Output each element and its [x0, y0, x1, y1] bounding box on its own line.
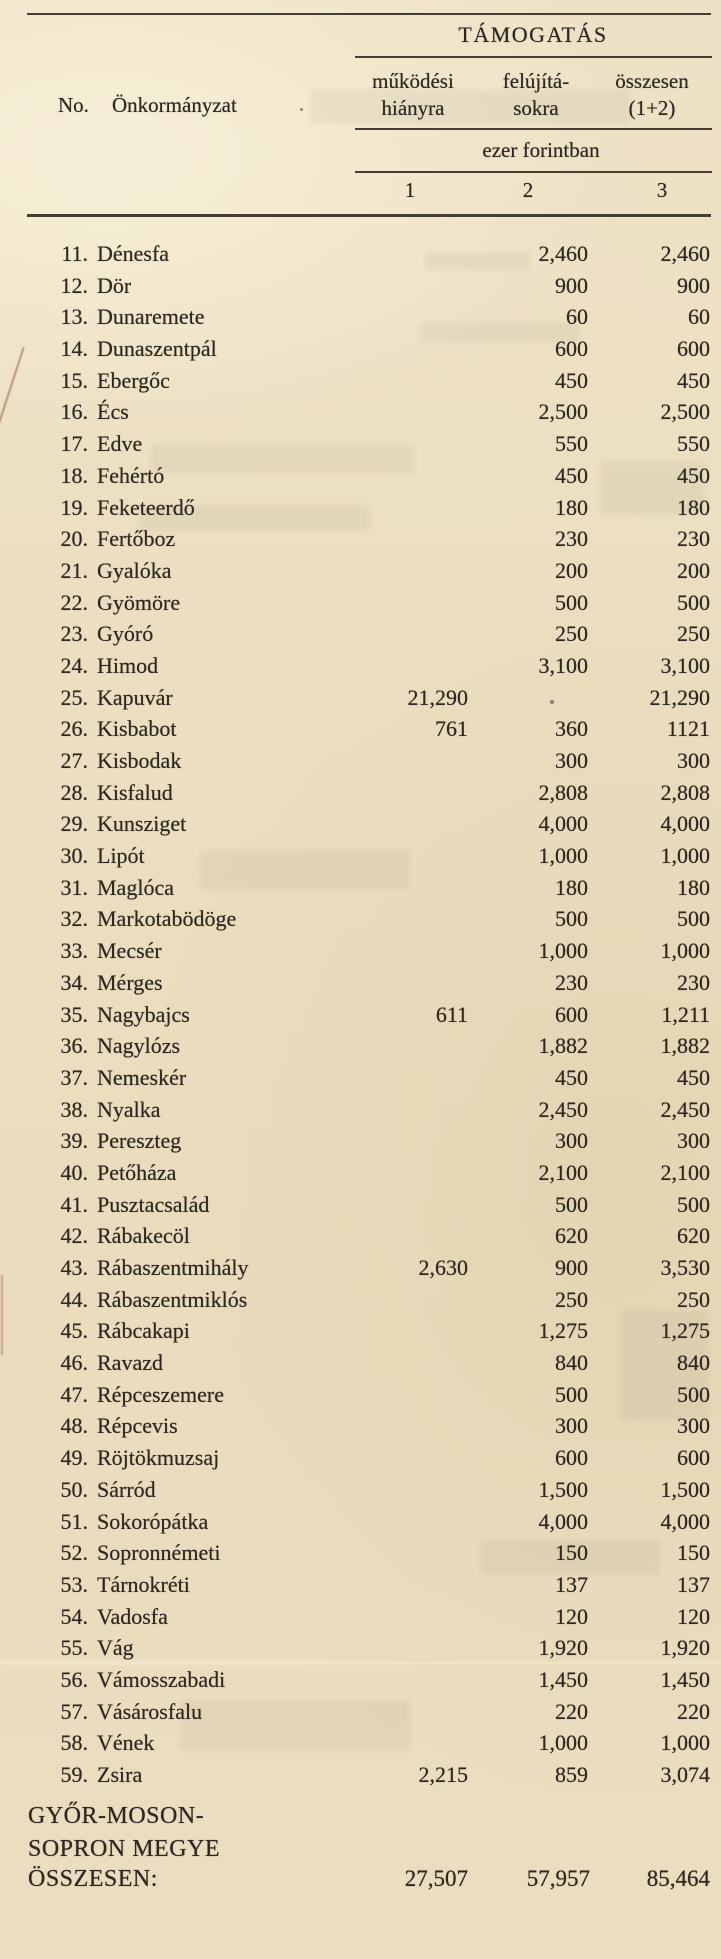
- municipality-name: Rábcakapi: [97, 1318, 190, 1344]
- row-number: 28.: [60, 779, 88, 805]
- municipality-name: Lipót: [97, 843, 145, 869]
- table-row: [0, 777, 721, 809]
- value-total: 1,000: [660, 843, 710, 869]
- value-total: 21,290: [649, 684, 710, 710]
- municipality-name: Kisfalud: [97, 779, 173, 805]
- value-renovations: 450: [555, 1064, 588, 1090]
- row-number: 26.: [60, 716, 88, 742]
- value-total: 550: [677, 431, 710, 457]
- table-row: [0, 460, 721, 492]
- municipality-name: Sárród: [97, 1476, 156, 1502]
- value-total: 180: [677, 874, 710, 900]
- row-number: 43.: [60, 1255, 88, 1280]
- total-overall: 85,464: [646, 1866, 710, 1891]
- municipality-name: Nagybajcs: [97, 1001, 190, 1027]
- municipality-name: Gyömöre: [97, 589, 181, 615]
- total-renovations: 57,957: [526, 1866, 590, 1891]
- table-row: [0, 1157, 721, 1189]
- column-number-1: 1: [404, 178, 416, 202]
- municipality-name: Vásárosfalu: [97, 1698, 203, 1724]
- row-number: 12.: [60, 272, 88, 298]
- value-working-deficit: 2,630: [418, 1255, 468, 1280]
- table-row: [0, 1759, 721, 1791]
- value-renovations: 1,000: [538, 938, 588, 964]
- value-renovations: 600: [555, 336, 588, 362]
- table-row: [0, 1220, 721, 1252]
- municipality-name: Pusztacsalád: [97, 1191, 210, 1217]
- row-number: 25.: [60, 684, 88, 710]
- value-renovations: 150: [555, 1540, 588, 1566]
- row-number: 55.: [60, 1635, 88, 1661]
- county-name-line1: GYŐR-MOSON-: [28, 1803, 205, 1829]
- value-total: 1,450: [660, 1666, 710, 1692]
- value-renovations: 4,000: [538, 811, 588, 837]
- value-total: 200: [677, 557, 710, 583]
- column-number-3: 3: [656, 178, 668, 202]
- row-number: 48.: [60, 1413, 88, 1439]
- row-number: 59.: [60, 1762, 88, 1787]
- value-total: 600: [677, 1445, 710, 1471]
- municipality-name: Écs: [97, 399, 129, 425]
- value-renovations: 450: [555, 367, 588, 393]
- row-number: 19.: [60, 494, 88, 520]
- municipality-name: Vadosfa: [97, 1603, 168, 1629]
- value-renovations: 550: [555, 431, 588, 457]
- value-renovations: 2,808: [538, 779, 588, 805]
- table-row: [0, 650, 721, 682]
- value-total: 1,000: [660, 938, 710, 964]
- row-number: 23.: [60, 621, 88, 647]
- row-number: 20.: [60, 526, 88, 552]
- value-total: 500: [677, 1381, 710, 1407]
- total-working-deficit: 27,507: [404, 1866, 468, 1891]
- value-renovations: 600: [555, 1445, 588, 1471]
- value-renovations: 500: [555, 1191, 588, 1217]
- value-total: 3,100: [660, 652, 710, 678]
- value-working-deficit: 21,290: [407, 684, 468, 710]
- row-number: 58.: [60, 1730, 88, 1756]
- value-total: 500: [677, 589, 710, 615]
- table-row: [0, 1696, 721, 1728]
- value-renovations: 1,920: [538, 1635, 588, 1661]
- row-number: 37.: [60, 1064, 88, 1090]
- table-row: [0, 1442, 721, 1474]
- value-total: 2,100: [660, 1159, 710, 1185]
- table-row: [0, 1727, 721, 1759]
- value-total: 1,500: [660, 1476, 710, 1502]
- value-renovations: 1,000: [538, 843, 588, 869]
- table-row: [0, 1506, 721, 1538]
- municipality-name: Markotabödöge: [97, 906, 237, 932]
- municipality-name: Ebergőc: [97, 367, 170, 393]
- table-row: [0, 935, 721, 967]
- table-row: [0, 1632, 721, 1664]
- row-number: 33.: [60, 938, 88, 964]
- value-working-deficit: 761: [435, 716, 468, 742]
- municipality-name: Ravazd: [97, 1350, 163, 1376]
- municipality-name: Tárnokréti: [97, 1571, 190, 1597]
- value-renovations: 500: [555, 1381, 588, 1407]
- value-total: 230: [677, 526, 710, 552]
- value-total: 250: [677, 1286, 710, 1312]
- municipality-name: Feketeerdő: [97, 494, 195, 520]
- row-number: 52.: [60, 1540, 88, 1566]
- value-renovations: 600: [555, 1001, 588, 1027]
- column-header-line: hiányra: [381, 96, 445, 120]
- row-number: 24.: [60, 652, 88, 678]
- value-total: 500: [677, 906, 710, 932]
- row-number: 27.: [60, 748, 88, 773]
- municipality-name: Répceszemere: [97, 1381, 225, 1407]
- value-renovations: 180: [555, 874, 588, 900]
- municipality-name: Fehértó: [97, 462, 165, 488]
- municipality-name: Petőháza: [97, 1159, 177, 1185]
- row-number: 42.: [60, 1223, 88, 1249]
- row-number: 34.: [60, 969, 88, 995]
- value-renovations: 200: [555, 557, 588, 583]
- row-number: 31.: [60, 874, 88, 900]
- value-renovations: 500: [555, 589, 588, 615]
- table-row: [0, 492, 721, 524]
- row-number: 47.: [60, 1381, 88, 1407]
- table-row: [0, 1664, 721, 1696]
- value-total: 1,000: [660, 1730, 710, 1756]
- table-row: [0, 903, 721, 935]
- value-total: 230: [677, 969, 710, 995]
- table-row: [0, 238, 721, 270]
- municipality-name: Vág: [97, 1635, 134, 1661]
- municipality-name: Nagylózs: [97, 1033, 181, 1059]
- value-total: 3,074: [660, 1762, 710, 1787]
- value-renovations: 1,450: [538, 1666, 588, 1692]
- municipality-name: Gyalóka: [97, 557, 172, 583]
- county-name-line2: SOPRON MEGYE: [28, 1836, 221, 1862]
- municipality-name: Pereszteg: [97, 1128, 182, 1154]
- value-total: 1,882: [660, 1033, 710, 1059]
- value-working-deficit: 2,215: [418, 1762, 468, 1787]
- table-row: [0, 1062, 721, 1094]
- table-row: [0, 1347, 721, 1379]
- municipality-name: Fertőboz: [97, 526, 176, 552]
- value-total: 4,000: [660, 1508, 710, 1534]
- value-renovations: 230: [555, 969, 588, 995]
- municipality-name: Himod: [97, 652, 159, 678]
- table-row: [0, 587, 721, 619]
- value-renovations: 220: [555, 1698, 588, 1724]
- municipality-name: Rábaszentmiklós: [97, 1286, 248, 1312]
- value-total: 250: [677, 621, 710, 647]
- header-bottom-rule: [355, 128, 712, 130]
- municipality-column-label: Önkormányzat: [112, 93, 237, 117]
- row-number: 56.: [60, 1666, 88, 1692]
- table-row: [0, 808, 721, 840]
- value-renovations: 360: [555, 716, 588, 742]
- value-total: 137: [677, 1571, 710, 1597]
- value-total: 1,920: [660, 1635, 710, 1661]
- table-row: [0, 1030, 721, 1062]
- column-header-line: sokra: [513, 96, 559, 120]
- value-total: 2,450: [660, 1096, 710, 1122]
- value-total: 1,211: [661, 1001, 710, 1027]
- municipality-name: Sokorópátka: [97, 1508, 209, 1534]
- body-top-rule: [27, 214, 711, 217]
- value-total: 300: [677, 1413, 710, 1439]
- row-number: 18.: [60, 462, 88, 488]
- table-row: [0, 1284, 721, 1316]
- municipality-name: Dör: [97, 272, 132, 298]
- municipality-name: Répcevis: [97, 1413, 178, 1439]
- table-row: [0, 1410, 721, 1442]
- value-renovations: 120: [555, 1603, 588, 1629]
- row-number: 50.: [60, 1476, 88, 1502]
- municipality-name: Röjtökmuzsaj: [97, 1445, 220, 1471]
- row-number: 11.: [61, 241, 88, 266]
- value-renovations: 500: [555, 906, 588, 932]
- row-number: 30.: [60, 843, 88, 869]
- value-total: 840: [677, 1350, 710, 1376]
- municipality-name: Dunaszentpál: [97, 336, 217, 362]
- table-rows: [0, 238, 721, 1791]
- value-renovations: 300: [555, 748, 588, 773]
- value-renovations: 900: [555, 272, 588, 298]
- row-number: 13.: [60, 304, 88, 330]
- municipality-name: Edve: [97, 431, 143, 457]
- table-row: [0, 872, 721, 904]
- municipality-name: Kapuvár: [97, 684, 173, 710]
- table-row: [0, 301, 721, 333]
- value-renovations: 300: [555, 1128, 588, 1154]
- column-number-2: 2: [522, 178, 534, 202]
- municipality-name: Sopronnémeti: [97, 1540, 221, 1566]
- value-renovations: 3,100: [538, 652, 588, 678]
- value-total: 180: [677, 494, 710, 520]
- value-total: 450: [677, 1064, 710, 1090]
- table-row: [0, 967, 721, 999]
- ink-speck: [300, 108, 303, 111]
- row-number: 49.: [60, 1445, 88, 1471]
- table-row: [0, 1315, 721, 1347]
- municipality-name: Nemeskér: [97, 1064, 187, 1090]
- row-number: 39.: [60, 1128, 88, 1154]
- row-number: 16.: [60, 399, 88, 425]
- value-total: 500: [677, 1191, 710, 1217]
- table-row: [0, 1189, 721, 1221]
- table-row: [0, 1569, 721, 1601]
- support-underline-rule: [355, 56, 712, 58]
- row-number: 51.: [60, 1508, 88, 1534]
- value-renovations: 4,000: [538, 1508, 588, 1534]
- no-column-label: No.: [58, 93, 89, 117]
- row-number: 14.: [60, 336, 88, 362]
- value-renovations: 2,460: [538, 241, 588, 266]
- column-header-line: felújítá-: [502, 69, 570, 93]
- value-total: 620: [677, 1223, 710, 1249]
- value-renovations: 859: [555, 1762, 588, 1787]
- municipality-name: Vámosszabadi: [97, 1666, 226, 1692]
- row-number: 46.: [60, 1350, 88, 1376]
- table-row: [0, 365, 721, 397]
- unit-bottom-rule: [355, 171, 712, 173]
- municipality-name: Mérges: [97, 969, 163, 995]
- municipality-name: Maglóca: [97, 874, 174, 900]
- column-header-line: működési: [372, 69, 454, 93]
- table-row: [0, 1125, 721, 1157]
- value-total: 150: [677, 1540, 710, 1566]
- table-row: [0, 1379, 721, 1411]
- value-renovations: 1,882: [538, 1033, 588, 1059]
- value-renovations: 2,450: [538, 1096, 588, 1122]
- table-title: TÁMOGATÁS: [458, 22, 608, 47]
- value-renovations: 300: [555, 1413, 588, 1439]
- value-renovations: 250: [555, 621, 588, 647]
- row-number: 41.: [60, 1191, 88, 1217]
- table-row: [0, 523, 721, 555]
- value-renovations: 180: [555, 494, 588, 520]
- column-header-total: [577, 68, 721, 122]
- value-renovations: 2,100: [538, 1159, 588, 1185]
- value-renovations: 230: [555, 526, 588, 552]
- column-header-line: (1+2): [628, 96, 676, 120]
- row-number: 32.: [60, 906, 88, 932]
- row-number: 38.: [60, 1096, 88, 1122]
- value-working-deficit: 611: [435, 1001, 468, 1027]
- value-renovations: 2,500: [538, 399, 588, 425]
- municipality-name: Dénesfa: [97, 241, 170, 266]
- value-total: 2,500: [660, 399, 710, 425]
- municipality-name: Kisbabot: [97, 716, 177, 742]
- table-row: [0, 555, 721, 587]
- row-number: 22.: [60, 589, 88, 615]
- municipality-name: Nyalka: [97, 1096, 161, 1122]
- table-row: [0, 840, 721, 872]
- row-number: 57.: [60, 1698, 88, 1724]
- table-row: [0, 333, 721, 365]
- value-renovations: 840: [555, 1350, 588, 1376]
- value-renovations: 60: [566, 304, 588, 330]
- row-number: 36.: [60, 1033, 88, 1059]
- table-row: [0, 745, 721, 777]
- municipality-name: Rábaszentmihály: [97, 1255, 249, 1280]
- row-number: 29.: [60, 811, 88, 837]
- table-row: [0, 618, 721, 650]
- total-label: ÖSSZESEN:: [28, 1866, 158, 1892]
- value-total: 60: [688, 304, 710, 330]
- value-renovations: 137: [555, 1571, 588, 1597]
- row-number: 53.: [60, 1571, 88, 1597]
- table-row: [0, 396, 721, 428]
- table-row: [0, 1252, 721, 1284]
- municipality-name: Kunsziget: [97, 811, 187, 837]
- column-header-line: összesen: [615, 69, 689, 93]
- value-total: 2,460: [660, 241, 710, 266]
- value-total: 120: [677, 1603, 710, 1629]
- row-number: 45.: [60, 1318, 88, 1344]
- value-total: 1,275: [660, 1318, 710, 1344]
- value-total: 2,808: [660, 779, 710, 805]
- value-renovations: 1,275: [538, 1318, 588, 1344]
- value-total: 300: [677, 748, 710, 773]
- top-rule: [27, 13, 711, 15]
- row-number: 54.: [60, 1603, 88, 1629]
- value-total: 3,530: [660, 1255, 710, 1280]
- value-renovations: 250: [555, 1286, 588, 1312]
- table-row: [0, 1601, 721, 1633]
- row-number: 17.: [60, 431, 88, 457]
- value-total: 220: [677, 1698, 710, 1724]
- row-number: 21.: [60, 557, 88, 583]
- value-renovations: 1,500: [538, 1476, 588, 1502]
- municipality-name: Dunaremete: [97, 304, 205, 330]
- value-total: 900: [677, 272, 710, 298]
- value-renovations: 1,000: [538, 1730, 588, 1756]
- row-number: 35.: [60, 1001, 88, 1027]
- table-row: [0, 428, 721, 460]
- value-total: 300: [677, 1128, 710, 1154]
- value-total: 4,000: [660, 811, 710, 837]
- value-total: 450: [677, 462, 710, 488]
- table-row: [0, 1474, 721, 1506]
- value-renovations: 620: [555, 1223, 588, 1249]
- value-total: 600: [677, 336, 710, 362]
- table-row: [0, 713, 721, 745]
- municipality-name: Gyóró: [97, 621, 154, 647]
- value-renovations: 450: [555, 462, 588, 488]
- municipality-name: Zsira: [97, 1762, 143, 1787]
- table-row: [0, 682, 721, 714]
- unit-label: ezer forintban: [482, 138, 600, 162]
- municipality-name: Mecsér: [97, 938, 162, 964]
- municipality-name: Rábakecöl: [97, 1223, 190, 1249]
- table-row: [0, 999, 721, 1031]
- row-number: 44.: [60, 1286, 88, 1312]
- table-row: [0, 1537, 721, 1569]
- table-row: [0, 1094, 721, 1126]
- municipality-name: Kisbodak: [97, 748, 182, 773]
- row-number: 40.: [60, 1159, 88, 1185]
- row-number: 15.: [60, 367, 88, 393]
- value-total: 450: [677, 367, 710, 393]
- municipality-name: Vének: [97, 1730, 155, 1756]
- table-row: [0, 270, 721, 302]
- value-total: 1121: [666, 716, 710, 742]
- value-renovations: 900: [555, 1255, 588, 1280]
